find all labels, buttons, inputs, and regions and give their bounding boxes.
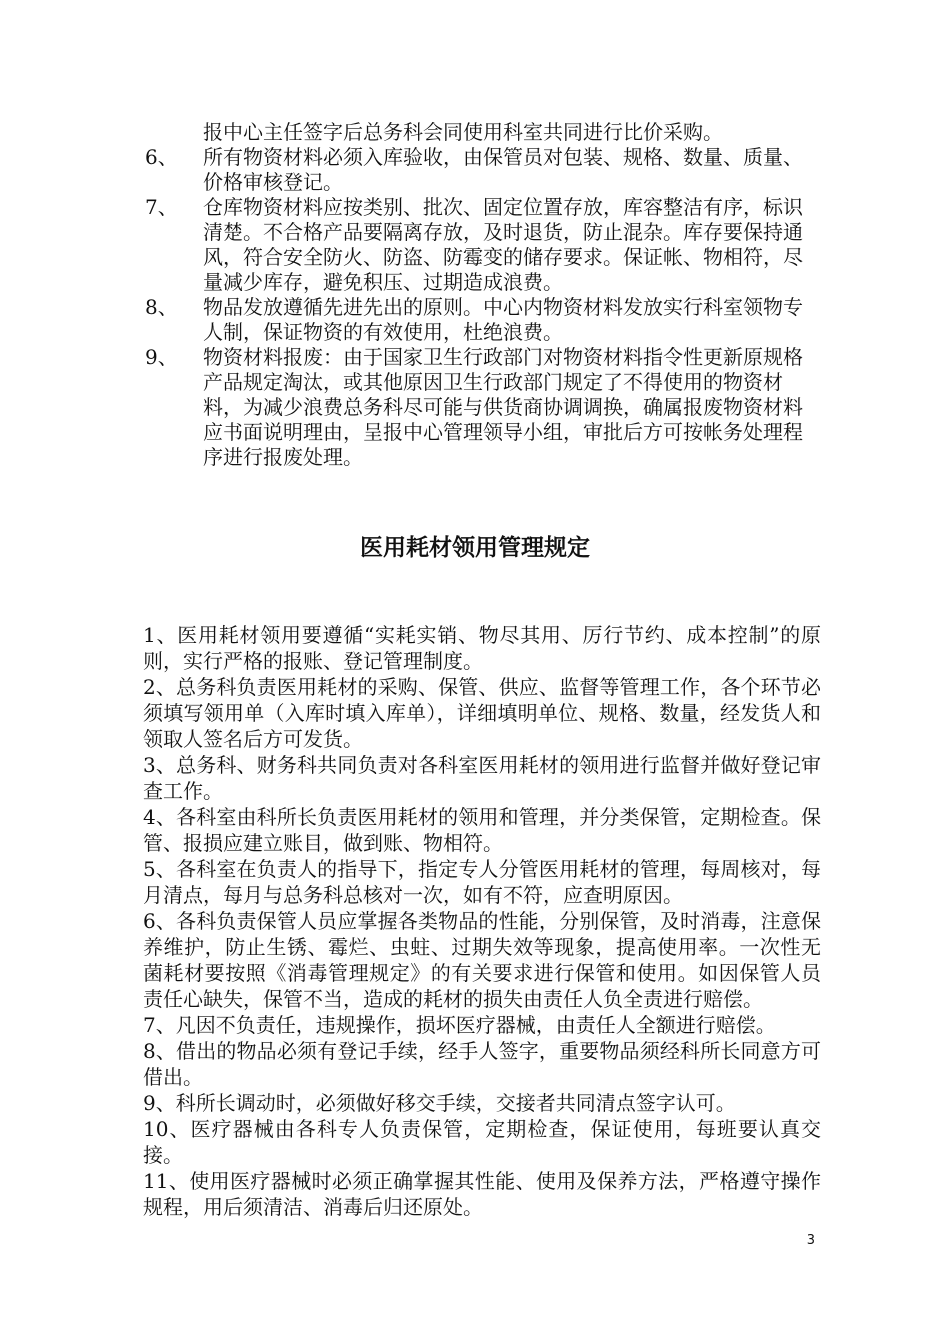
list-continuation: 报中心主任签字后总务科会同使用科室共同进行比价采购。	[203, 120, 723, 144]
rule-paragraph: 7、凡因不负责任，违规操作，损坏医疗器械，由责任人全额进行赔偿。	[143, 1013, 776, 1037]
rule-paragraph: 11、使用医疗器械时必须正确掌握其性能、使用及保养方法，严格遵守操作规程，用后须清洁、消毒后归还原处。	[143, 1169, 821, 1219]
rule-paragraph: 3、总务科、财务科共同负责对各科室医用耗材的领用进行监督并做好登记审查工作。	[143, 753, 821, 803]
rule-paragraph: 10、医疗器械由各科专人负责保管，定期检查，保证使用，每班要认真交接。	[143, 1117, 821, 1167]
rule-paragraph: 8、借出的物品必须有登记手续，经手人签字，重要物品须经科所长同意方可借出。	[143, 1039, 821, 1089]
rule-paragraph: 9、科所长调动时，必须做好移交手续，交接者共同清点签字认可。	[143, 1091, 736, 1115]
rule-paragraph: 4、各科室由科所长负责医用耗材的领用和管理，并分类保管，定期检查。保管、报损应建立账目，做到账、物相符。	[143, 805, 821, 855]
list-item-text: 物品发放遵循先进先出的原则。中心内物资材料发放实行科室领物专人制，保证物资的有效使用，杜绝浪费。	[203, 295, 803, 344]
list-item	[145, 295, 817, 345]
list-item-number: 7、	[145, 195, 178, 219]
list-item-text: 仓库物资材料应按类别、批次、固定位置存放，库容整洁有序，标识清楚。不合格产品要隔离存放，及时退货，防止混杂。库存要保持通风，符合安全防火、防盗、防霉变的储存要求。保证帐、物相符，尽量减少库存，避免积压、过期造成浪费。	[203, 195, 803, 294]
section-title: 医用耗材领用管理规定	[360, 535, 590, 561]
list-item-text: 所有物资材料必须入库验收，由保管员对包装、规格、数量、质量、价格审核登记。	[203, 145, 803, 194]
numbered-list	[145, 120, 817, 470]
list-item-text: 物资材料报废：由于国家卫生行政部门对物资材料指令性更新原规格产品规定淘汰，或其他原因卫生行政部门规定了不得使用的物资材料，为减少浪费总务科尽可能与供货商协调调换，确属报废物资材料应书面说明理由，呈报中心管理领导小组，审批后方可按帐务处理程序进行报废处理。	[203, 345, 803, 469]
rule-paragraph: 1、医用耗材领用要遵循“实耗实销、物尽其用、厉行节约、成本控制”的原则，实行严格的报账、登记管理制度。	[143, 623, 821, 673]
list-item	[145, 195, 817, 295]
list-item-number: 9、	[145, 345, 178, 369]
rule-paragraph: 5、各科室在负责人的指导下，指定专人分管医用耗材的管理，每周核对，每月清点，每月与总务科总核对一次，如有不符，应查明原因。	[143, 857, 821, 907]
list-item-number: 6、	[145, 145, 178, 169]
rule-paragraph: 2、总务科负责医用耗材的采购、保管、供应、监督等管理工作，各个环节必须填写领用单（入库时填入库单），详细填明单位、规格、数量，经发货人和领取人签名后方可发货。	[143, 675, 821, 751]
page-number: 3	[806, 1233, 815, 1248]
list-item	[145, 145, 817, 195]
list-item-number: 8、	[145, 295, 178, 319]
list-item	[145, 345, 817, 470]
rules-list	[143, 622, 821, 1220]
rule-paragraph: 6、各科负责保管人员应掌握各类物品的性能，分别保管，及时消毒，注意保养维护，防止生锈、霉烂、虫蛀、过期失效等现象，提高使用率。一次性无菌耗材要按照《消毒管理规定》的有关要求进行保管和使用。如因保管人员责任心缺失，保管不当，造成的耗材的损失由责任人负全责进行赔偿。	[143, 909, 821, 1011]
